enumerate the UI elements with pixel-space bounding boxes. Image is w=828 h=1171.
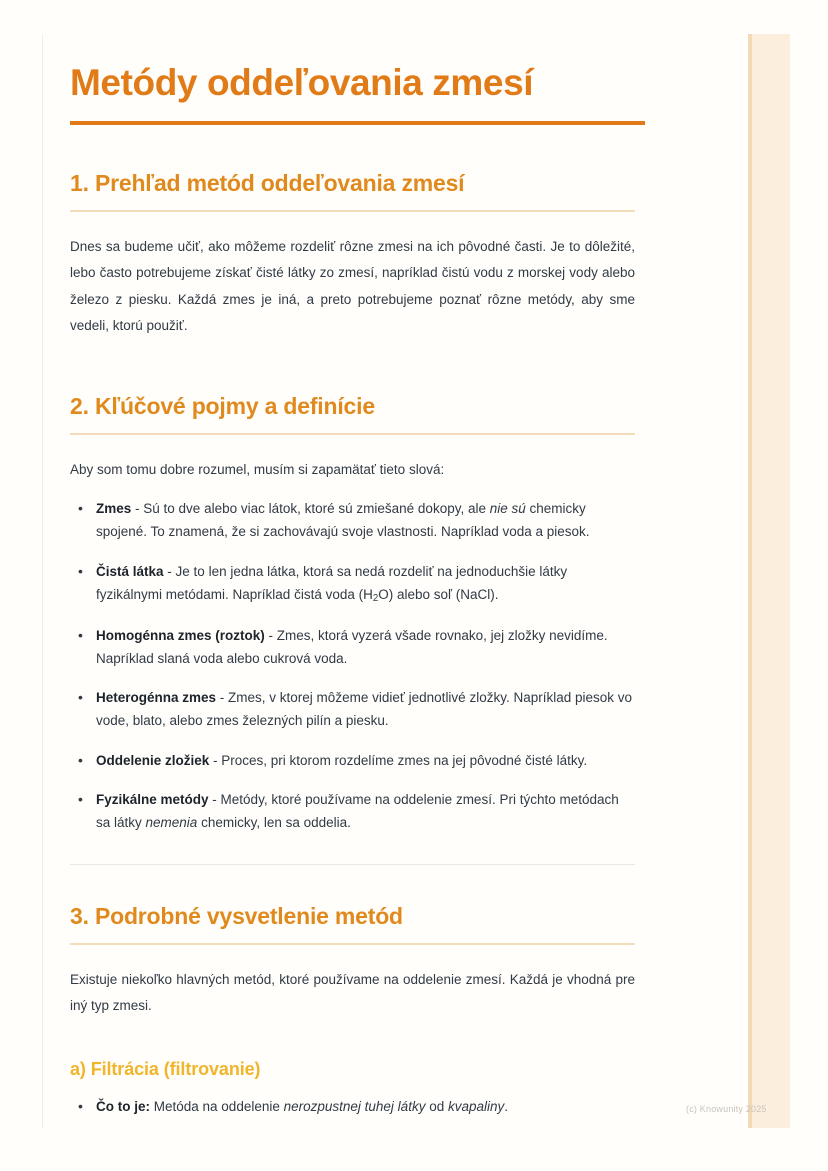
term-label: Homogénna zmes (roztok)	[96, 627, 265, 643]
term-dash: -	[208, 791, 221, 807]
copyright-watermark: (c) Knowunity 2025	[686, 1104, 767, 1114]
section-1-heading-rule	[70, 210, 635, 212]
document-content	[70, 62, 635, 1118]
list-item	[70, 497, 635, 543]
right-side-band-edge	[748, 34, 752, 1128]
term-text: Proces, pri ktorom rozdelíme zmes na jej pôvodné čisté látky.	[221, 752, 588, 768]
list-item	[70, 560, 635, 608]
section-1-heading: 1. Prehľad metód oddeľovania zmesí	[70, 170, 465, 197]
key-terms-list	[70, 497, 635, 834]
right-side-band	[748, 34, 790, 1128]
term-text-cont: O) alebo soľ (NaCl).	[378, 586, 499, 602]
section-3-heading: 3. Podrobné vysvetlenie metód	[70, 903, 403, 930]
term-emphasis: nemenia	[145, 814, 198, 830]
term-label: Heterogénna zmes	[96, 690, 217, 706]
title-underline	[70, 121, 645, 125]
term-dash: -	[131, 501, 144, 517]
term-emphasis: nerozpustnej tuhej látky	[283, 1099, 426, 1115]
term-text: Metóda na oddelenie	[150, 1099, 284, 1115]
term-label: Čistá látka	[96, 563, 164, 579]
term-dash: -	[264, 627, 277, 643]
term-text: Zmes, v ktorej môžeme vidieť jednotlivé zložky. Napríklad piesok vo vode, blato, alebo zmes železných pilín a piesku.	[96, 690, 633, 729]
section-2-heading: 2. Kľúčové pojmy a definície	[70, 393, 375, 420]
list-item	[70, 1095, 635, 1118]
subsection-a-heading: a) Filtrácia (filtrovanie)	[70, 1059, 261, 1080]
section-1-paragraph: Dnes sa budeme učiť, ako môžeme rozdeliť rôzne zmesi na ich pôvodné časti. Je to dôležité, lebo často potrebujeme získať čisté látky zo zmesí, napríklad čistú vodu z morskej vody alebo železo z piesku. Každá zmes je iná, a preto potrebujeme poznať rôzne metódy, aby sme vedeli, ktorú použiť.	[70, 239, 635, 333]
section-3-paragraph: Existuje niekoľko hlavných metód, ktoré používame na oddelenie zmesí. Každá je vhodná pre iný typ zmesi.	[70, 971, 635, 1014]
list-item	[70, 686, 635, 732]
term-text-cont: chemicky spojené. To znamená, že si zachovávajú svoje vlastnosti. Napríklad voda a piesok.	[96, 501, 590, 540]
term-text: Je to len jedna látka, ktorá sa nedá rozdeliť na jednoduchšie látky fyzikálnymi metódami. Napríklad čistá voda (H	[96, 563, 568, 602]
subsection-a-list	[70, 1095, 635, 1118]
section-2-heading-rule	[70, 433, 635, 435]
term-dash: -	[209, 752, 222, 768]
term-dash: -	[163, 563, 176, 579]
left-gutter-rule	[42, 34, 43, 1128]
term-emphasis: nie sú	[489, 501, 526, 517]
term-text: Zmes, ktorá vyzerá všade rovnako, jej zložky nevidíme. Napríklad slaná voda alebo cukrová voda.	[96, 627, 608, 666]
term-label: Oddelenie zložiek	[96, 752, 210, 768]
page-title: Metódy oddeľovania zmesí	[70, 62, 534, 103]
list-item	[70, 624, 635, 670]
section-divider	[70, 864, 635, 865]
term-emphasis-2: kvapaliny	[447, 1099, 505, 1115]
list-item	[70, 749, 635, 772]
term-text-cont: od	[425, 1099, 448, 1115]
term-label: Čo to je:	[96, 1099, 150, 1115]
term-dash: -	[216, 690, 229, 706]
term-text-end: .	[504, 1099, 509, 1115]
term-text: Metódy, ktoré používame na oddelenie zmesí. Pri týchto metódach sa látky	[96, 791, 619, 830]
list-item	[70, 788, 635, 834]
term-label: Zmes	[96, 501, 132, 517]
chemical-subscript: 2	[372, 592, 379, 604]
term-text: Sú to dve alebo viac látok, ktoré sú zmiešané dokopy, ale	[143, 501, 490, 517]
section-2-lead: Aby som tomu dobre rozumel, musím si zapamätať tieto slová:	[70, 461, 445, 477]
term-text-cont: chemicky, len sa oddelia.	[197, 814, 351, 830]
term-label: Fyzikálne metódy	[96, 791, 209, 807]
section-3-heading-rule	[70, 943, 635, 945]
